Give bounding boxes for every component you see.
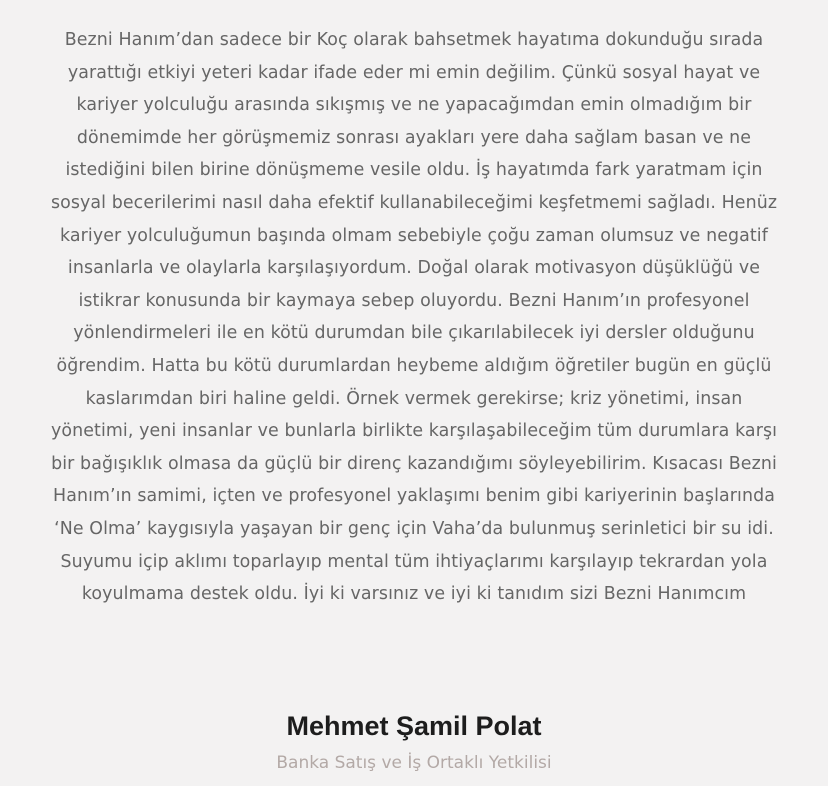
testimonial-quote: Bezni Hanım’dan sadece bir Koç olarak bahsetmek hayatıma dokunduğu sırada yarattığı etkiyi yeteri kadar ifade eder mi emin değilim. Çünkü sosyal hayat ve kariyer yolculuğu arasında sıkışmış ve ne yapacağımdan emin olmadığım bir dönemimde her görüşmemiz sonrası ayakları yere daha sağlam basan ve ne istediğini bilen birine dönüşmeme vesile oldu. İş hayatımda fark yaratmam için sosyal becerilerimi nasıl daha efektif kullanabileceğimi keşfetmemi sağladı. Henüz kariyer yolculuğumun başında olmam sebebiyle çoğu zaman olumsuz ve negatif insanlarla ve olaylarla karşılaşıyordum. Doğal olarak motivasyon düşüklüğü ve istikrar konusunda bir kaymaya sebep oluyordu. Bezni Hanım’ın profesyonel yönlendirmeleri ile en kötü durumdan bile çıkarılabilecek iyi dersler olduğunu öğrendim. Hatta bu kötü durumlardan heybeme aldığım öğretiler bugün en güçlü kaslarımdan biri haline geldi. Örnek vermek gerekirse; kriz yönetimi, insan yönetimi, yeni insanlar ve bunlarla birlikte karşılaşabileceğim tüm durumlara karşı bir bağışıklık olmasa da güçlü bir direnç kazandığımı söyleyebilirim. Kısacası Bezni Hanım’ın samimi, içten ve profesyonel yaklaşımı benim gibi kariyerinin başlarında ‘Ne Olma’ kaygısıyla yaşayan bir genç için Vaha’da bulunmuş serinletici bir su idi. Suyumu içip aklımı toparlayıp mental tüm ihtiyaçlarımı karşılayıp tekrardan yola koyulmama destek oldu. İyi ki varsınız ve iyi ki tanıdım sizi Bezni Hanımcım [50, 30, 778, 605]
author-name: Mehmet Şamil Polat [286, 711, 542, 741]
author-title: Banka Satış ve İş Ortaklı Yetkilisi [276, 753, 552, 773]
